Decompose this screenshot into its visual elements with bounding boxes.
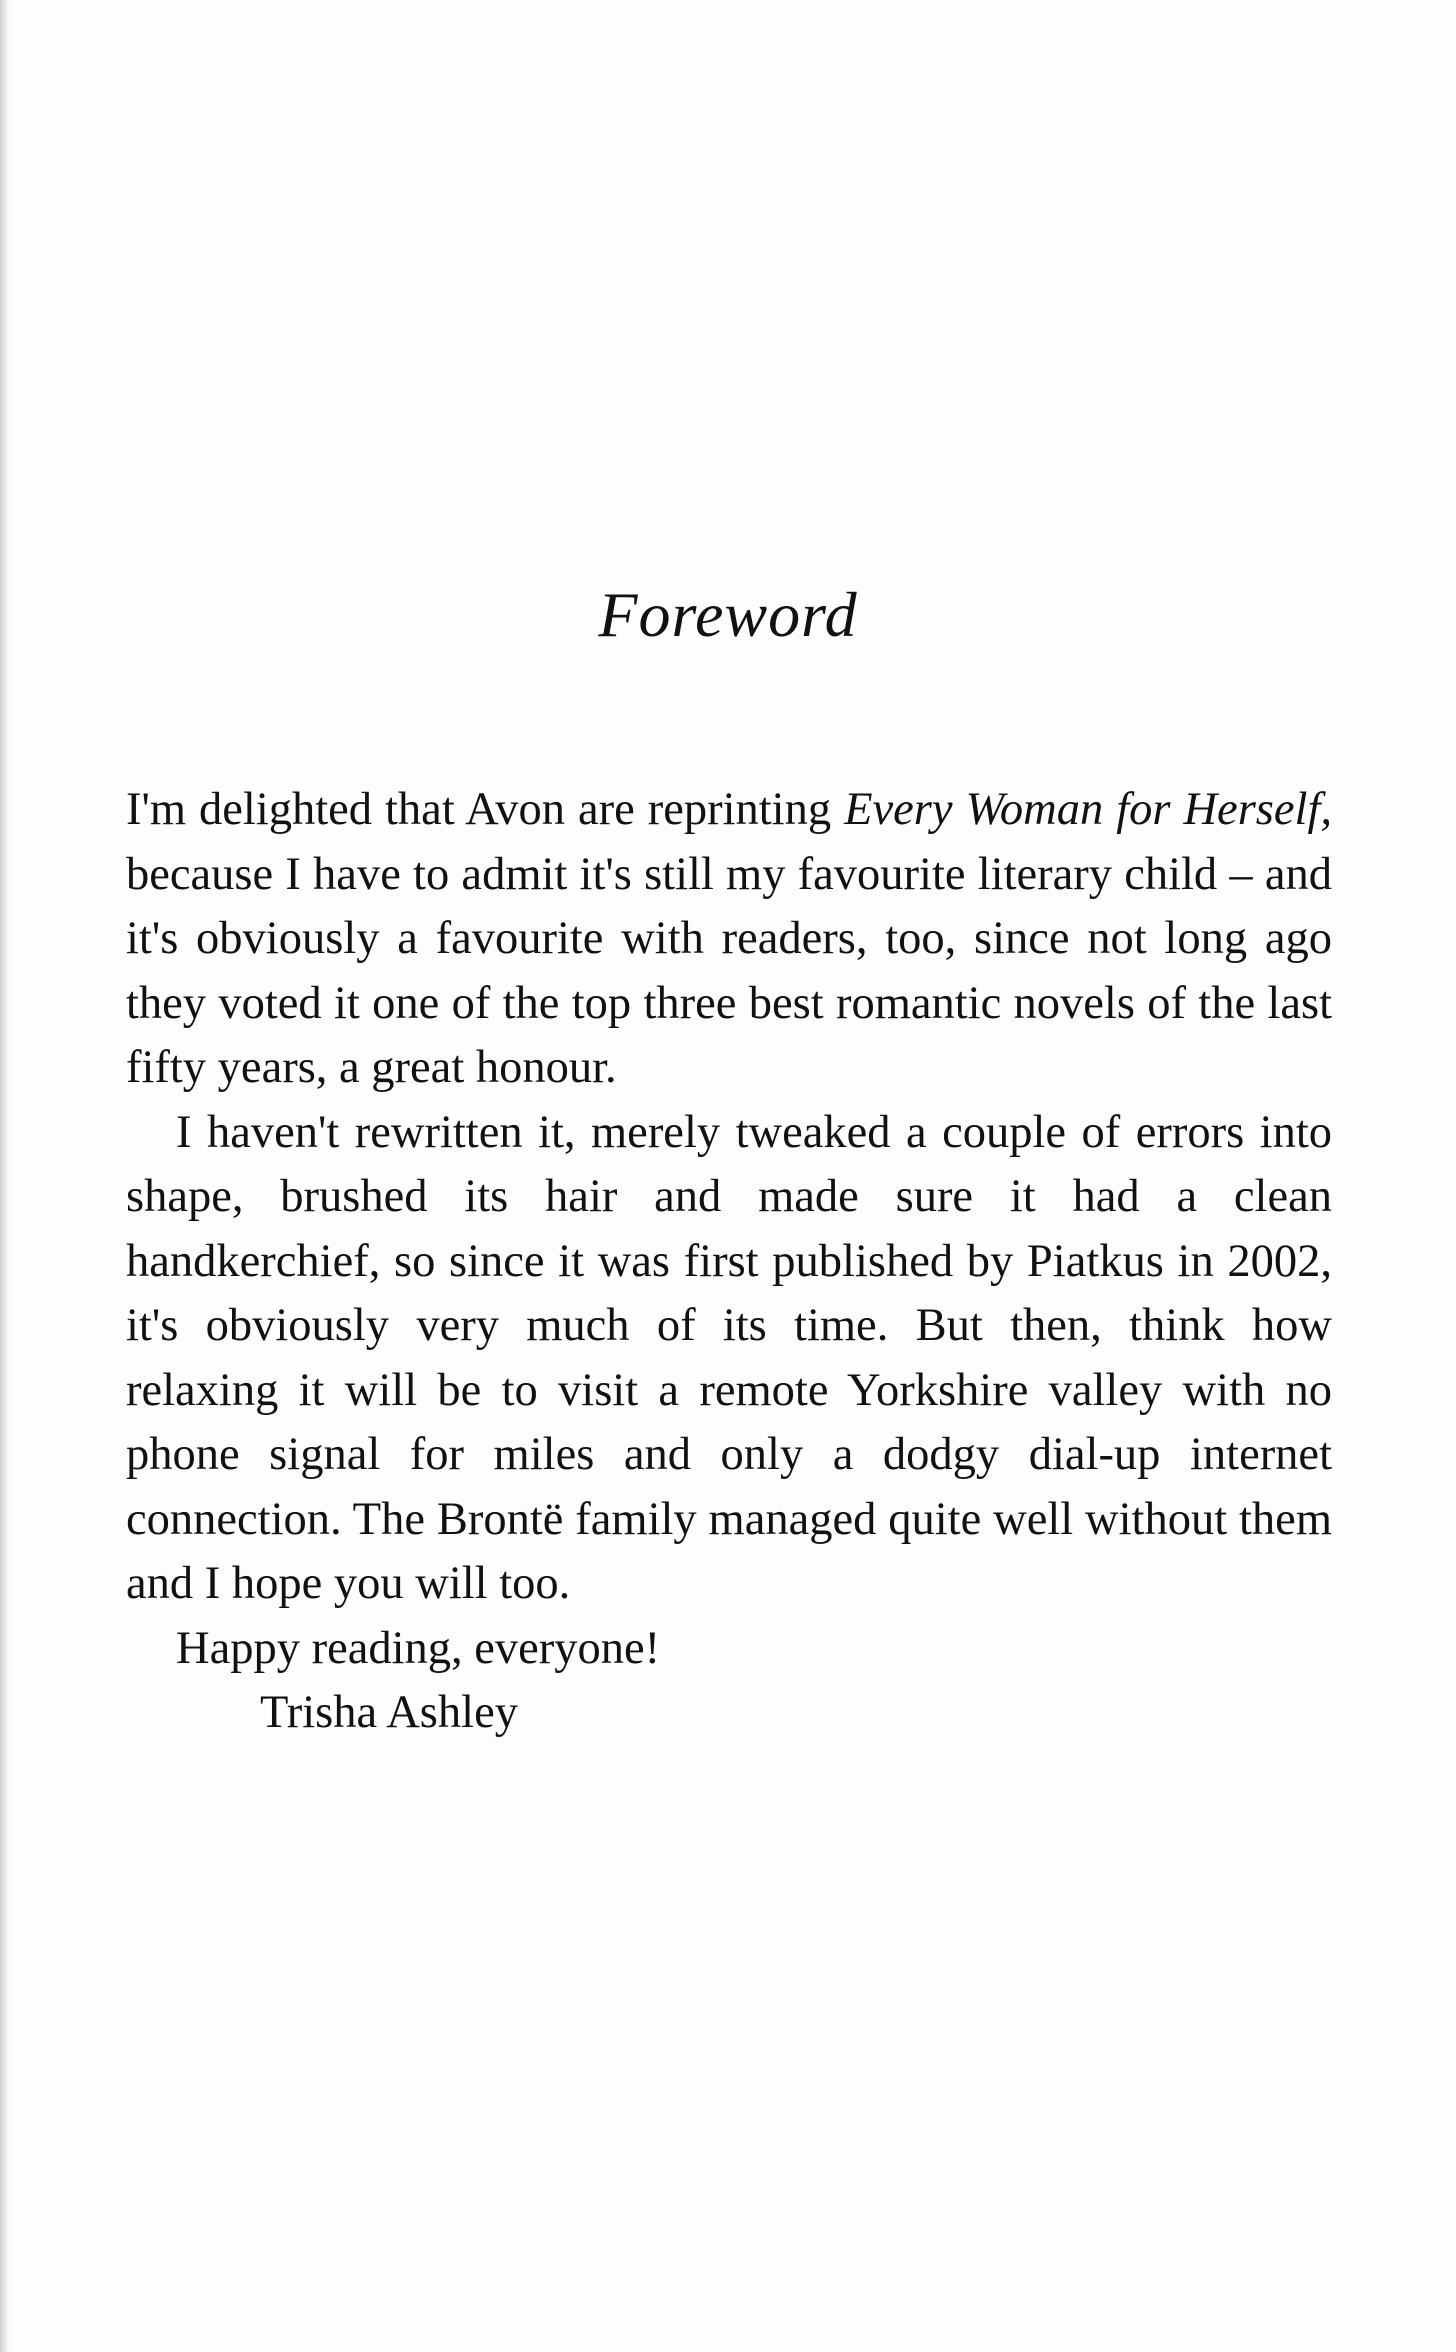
paragraph-1-rest: because I have to admit it's still my favourite literary child – and it's obviously a favourite with readers, too, since not long ago they voted it one of the top three best romantic novels of the last fifty years, a great honour. [126, 848, 1332, 1093]
foreword-body [126, 778, 1332, 1746]
author-signature: Trisha Ashley [260, 1687, 518, 1738]
page-title: Foreword [598, 579, 858, 650]
signoff-line: Happy reading, everyone! [176, 1622, 661, 1674]
paragraph-1 [126, 778, 1332, 1101]
paragraph-2: I haven't rewritten it, merely tweaked a couple of errors into shape, brushed its hair and made sure it had a clean handkerchief, so since it was first published by Piatkus in 2002, it's obviously very much of its time. But then, think how relaxing it will be to visit a remote Yorkshire valley with no phone signal for miles and only a dodgy dial-up internet connection. The Brontë family managed quite well without them and I hope you will too. [126, 1106, 1332, 1609]
page-gutter-shadow [0, 0, 10, 2352]
book-title-italic: Every Woman for Herself, [844, 784, 1332, 835]
paragraph-1-intro: I'm delighted that Avon are reprinting [126, 784, 845, 835]
